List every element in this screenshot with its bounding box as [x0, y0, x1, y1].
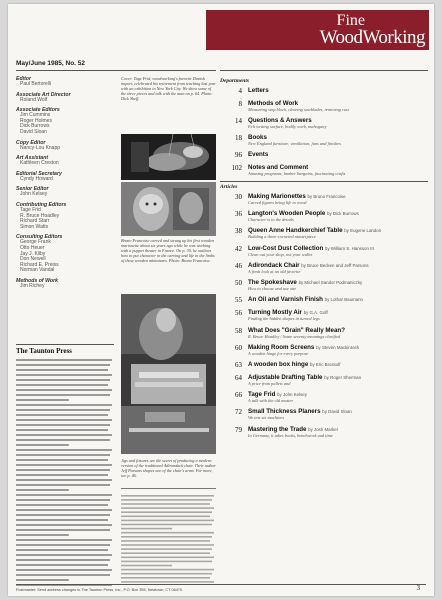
toc-page-number: 18 — [235, 134, 242, 142]
toc-author: by Bruce Becken and Jeff Parsons — [301, 262, 369, 268]
taunton-press-body-text — [16, 355, 114, 591]
photo-marionette-hand — [121, 134, 216, 180]
toc-entry[interactable] — [220, 87, 428, 95]
toc-title: The Spokeshave by Michael Sandor Podmaniczky — [248, 278, 363, 286]
toc-author: by William S. Hansson III — [325, 245, 374, 251]
toc-page-number: 66 — [235, 391, 242, 400]
toc-entry[interactable] — [220, 344, 428, 356]
chair-caption: Jigs and fixtures are the secret of producing a modern version of the traditional Adirondack chair. Their author Jeff Parsons shapes one of the chair's arms. For more, see p. 46. — [121, 458, 216, 478]
logo-fine: Fine — [336, 12, 365, 29]
staff-name: Simon Watts — [20, 223, 49, 230]
toc-page-number: 55 — [235, 296, 242, 305]
toc-author: by David Sloan — [322, 409, 352, 415]
staff-name: Roger Holmes — [20, 117, 52, 124]
departments-list — [220, 87, 428, 176]
articles-list — [220, 193, 428, 438]
toc-title: Adjustable Drafting Table by Roger Sherman — [248, 374, 362, 382]
marionette-caption: Bruno Francoise carved and strung up his first wooden marionette about six years ago while he was working with a puppet theater in France. On p. 30, he outlines how to put character in the carving and life in the limbs of these wooden miniatures. Photo: Bruno Francoise. — [121, 238, 215, 263]
top-rule-left — [16, 70, 216, 71]
page-number: 3 — [416, 584, 420, 592]
staff-name: Richard E. Preiss — [20, 261, 59, 268]
toc-page-number: 8 — [238, 100, 242, 108]
staff-name: Roland Wolf — [20, 96, 48, 103]
toc-description: Clean out your shop, not your wallet — [248, 251, 313, 257]
toc-page-number: 46 — [235, 261, 242, 270]
staff-name: Jay J. Kilby — [20, 250, 46, 257]
toc-entry[interactable] — [220, 296, 428, 304]
toc-page-number: 63 — [235, 360, 242, 369]
toc-page-number: 42 — [235, 244, 242, 253]
footer — [16, 584, 426, 592]
toc-author: by Eugene Landon — [344, 228, 382, 234]
toc-author: by Bruno Francoise — [307, 194, 346, 199]
staff-group — [16, 202, 114, 230]
toc-description: A fresh look at an old favorite — [248, 268, 301, 274]
toc-entry[interactable] — [220, 374, 428, 386]
articles-heading: Articles — [220, 184, 238, 190]
staff-name: David Sloan — [20, 128, 47, 135]
toc-title: Books — [248, 134, 267, 141]
toc-title: Making Marionettes by Bruno Francoise — [248, 193, 346, 200]
staff-name: George Frank — [20, 239, 51, 246]
toc-author: by Michael Sandor Podmaniczky — [298, 279, 363, 285]
toc-title: Letters — [248, 87, 269, 94]
staff-name: Paul Bertorelli — [20, 81, 52, 87]
toc-description: Measuring stop block, clearing sawblades, removing rust — [248, 107, 349, 112]
staff-group — [16, 107, 114, 135]
staff-role: Editorial Secretary — [16, 170, 62, 177]
staff-group — [16, 140, 114, 152]
staff-role: Associate Editors — [16, 107, 60, 114]
toc-entry[interactable] — [220, 134, 428, 146]
toc-page-number: 36 — [235, 210, 242, 219]
toc-author: by Eric Brossolf — [310, 361, 341, 367]
staff-group — [16, 76, 114, 88]
top-rule-right — [220, 70, 428, 71]
staff-name: Nancy-Lou Knapp — [20, 144, 61, 151]
staff-name: Don Newell — [20, 256, 46, 263]
toc-author: by Roger Sherman — [324, 375, 362, 381]
staff-name: Jim Richey — [20, 282, 45, 289]
toc-entry[interactable] — [220, 426, 428, 438]
toc-entry[interactable] — [220, 210, 428, 222]
toc-description: New England furniture, ventilation, fans and finishes — [248, 141, 342, 146]
toc-title: Methods of Work — [248, 100, 299, 107]
footer-rule — [16, 584, 426, 585]
staff-group — [16, 234, 114, 274]
toc-title: A wooden box hinge by Eric Brossolf — [248, 360, 341, 368]
toc-title: Tage Frid by John Kelsey — [248, 391, 307, 399]
toc-description: Building a three-cornered masterpiece — [248, 234, 316, 240]
toc-title: Making Room Screens by Steven Mackintosh — [248, 343, 360, 351]
staff-masthead — [16, 76, 114, 293]
toc-page-number: 72 — [235, 408, 242, 417]
staff-group — [16, 278, 114, 290]
toc-entry[interactable] — [220, 100, 428, 112]
toc-page-number: 58 — [235, 326, 242, 335]
staff-name: Otto Heuer — [20, 244, 45, 251]
section-divider — [220, 181, 428, 182]
toc-entry[interactable] — [220, 361, 428, 369]
staff-group — [16, 155, 114, 167]
staff-role: Editor — [16, 76, 31, 82]
toc-title: Queen Anne Handkerchief Table by Eugene Landon — [248, 227, 382, 235]
toc-page-number: 56 — [235, 309, 242, 318]
toc-title: Low-Cost Dust Collection by William S. Hansson III — [248, 244, 374, 252]
toc-page-number: 64 — [235, 374, 242, 383]
toc-page-number: 38 — [235, 227, 242, 236]
toc-entry[interactable] — [220, 279, 428, 291]
staff-role: Copy Editor — [16, 139, 46, 146]
toc-description: A wooden hinge for every purpose — [248, 350, 309, 356]
staff-role: Methods of Work — [16, 277, 58, 284]
toc-description: Felt writing surface, bodily work, mahogany — [248, 124, 327, 129]
photo-adirondack-chair-jig — [121, 294, 216, 454]
taunton-press-block — [16, 344, 114, 596]
staff-group — [16, 186, 114, 198]
departments-heading: Departments — [220, 78, 250, 84]
staff-role: Consulting Editors — [16, 234, 63, 241]
toc-author: by Dick Burrows — [327, 211, 359, 217]
staff-name: John Kelsey — [20, 191, 48, 198]
toc-entry[interactable] — [220, 227, 428, 239]
toc-description: A price from pallets and — [248, 381, 291, 387]
toc-title: Turning Mostly Air by G.A. Goff — [248, 309, 328, 317]
toc-description: Character is in the details — [248, 217, 294, 223]
toc-title: Adirondack Chair by Bruce Becken and Jeff Parsons — [248, 261, 369, 269]
table-of-contents — [220, 78, 428, 443]
toc-title: Mastering the Trade by Josh Markel — [248, 425, 338, 433]
issue-line: May/June 1985, No. 52 — [16, 60, 86, 67]
toc-description: A talk with the old master — [248, 398, 294, 404]
toc-title: Questions & Answers — [248, 117, 312, 124]
toc-page-number: 4 — [238, 87, 242, 95]
legal-notice-text — [121, 491, 216, 583]
toc-page-number: 60 — [235, 343, 242, 352]
magazine-logo — [206, 10, 429, 50]
toc-author: by G.A. Goff — [303, 310, 328, 316]
toc-page-number: 30 — [235, 193, 242, 201]
staff-name: Jim Cummins — [20, 112, 51, 119]
toc-entry[interactable] — [220, 391, 428, 403]
logo-woodworking: WoodWorking — [319, 27, 425, 48]
staff-name: Norman Vandal — [20, 267, 55, 274]
toc-author: by John Kelsey — [277, 392, 307, 398]
toc-entry[interactable] — [220, 408, 428, 420]
toc-description: We test six machines — [248, 415, 285, 421]
staff-group — [16, 171, 114, 183]
toc-description: Carved figures bring life to wood — [248, 200, 307, 205]
staff-name: Kathleen Creston — [20, 160, 59, 167]
toc-entry[interactable] — [220, 327, 428, 339]
toc-page-number: 14 — [235, 117, 242, 125]
staff-name: R. Bruce Hoadley — [20, 212, 60, 219]
toc-author: by Lothar Baumann — [324, 297, 363, 303]
toc-title: Notes and Comment — [248, 164, 309, 171]
staff-role: Associate Art Director — [16, 91, 71, 98]
toc-title: An Oil and Varnish Finish by Lothar Baumann — [248, 296, 363, 304]
photo-carved-head — [121, 182, 216, 236]
staff-role: Senior Editor — [16, 186, 49, 193]
toc-entry[interactable] — [220, 245, 428, 257]
staff-name: Richard Starr — [20, 218, 50, 225]
magazine-page — [8, 4, 434, 596]
staff-group — [16, 92, 114, 104]
staff-name: Dick Burrows — [20, 123, 50, 130]
staff-name: Tage Frid — [20, 206, 41, 213]
toc-entry[interactable] — [220, 117, 428, 129]
toc-entry[interactable] — [220, 309, 428, 321]
toc-description: How to choose and use one — [248, 285, 297, 291]
toc-title: Langton's Wooden People by Dick Burrows — [248, 210, 359, 218]
toc-page-number: 102 — [231, 164, 242, 172]
toc-author: by Josh Markel — [308, 426, 338, 432]
toc-entry[interactable] — [220, 262, 428, 274]
toc-title: What Does "Grain" Really Mean? — [248, 326, 345, 334]
toc-page-number: 50 — [235, 278, 242, 287]
taunton-press-title: The Taunton Press — [16, 344, 114, 355]
toc-page-number: 96 — [235, 151, 242, 159]
toc-title: Small Thickness Planers by David Sloan — [248, 408, 352, 416]
staff-name: Cyndy Howard — [20, 175, 53, 182]
legal-notice — [121, 488, 216, 584]
staff-role: Contributing Editors — [16, 201, 67, 208]
toc-description: Finding the hidden shapes in turned legs — [248, 316, 320, 322]
cover-caption: Cover: Tage Frid, woodworking's favorite Danish import, celebrated his retirement from teaching last year with an exhibition in New York City. We show some of the three pieces and talk with the man on p. 64. Photo: Dick Sheff. — [121, 76, 216, 101]
toc-description: In Germany, it takes books, benchwork and time — [248, 432, 333, 438]
toc-author: by Steven Mackintosh — [316, 344, 360, 350]
toc-description: R. Bruce Hoadley / Some seventy meanings clarified — [248, 333, 341, 339]
toc-entry[interactable] — [220, 151, 428, 159]
toc-title: Events — [248, 151, 269, 158]
toc-entry[interactable] — [220, 193, 428, 205]
postmaster-notice: Postmaster: Send address changes to The Taunton Press, Inc., P.O. Box 355, Newtown, CT 06470. — [16, 588, 184, 592]
toc-entry[interactable] — [220, 164, 428, 176]
toc-description: Amusing programs, lumber bargains, fascinating crafts — [248, 171, 346, 176]
toc-page-number: 79 — [235, 425, 242, 434]
staff-role: Art Assistant — [16, 155, 49, 162]
